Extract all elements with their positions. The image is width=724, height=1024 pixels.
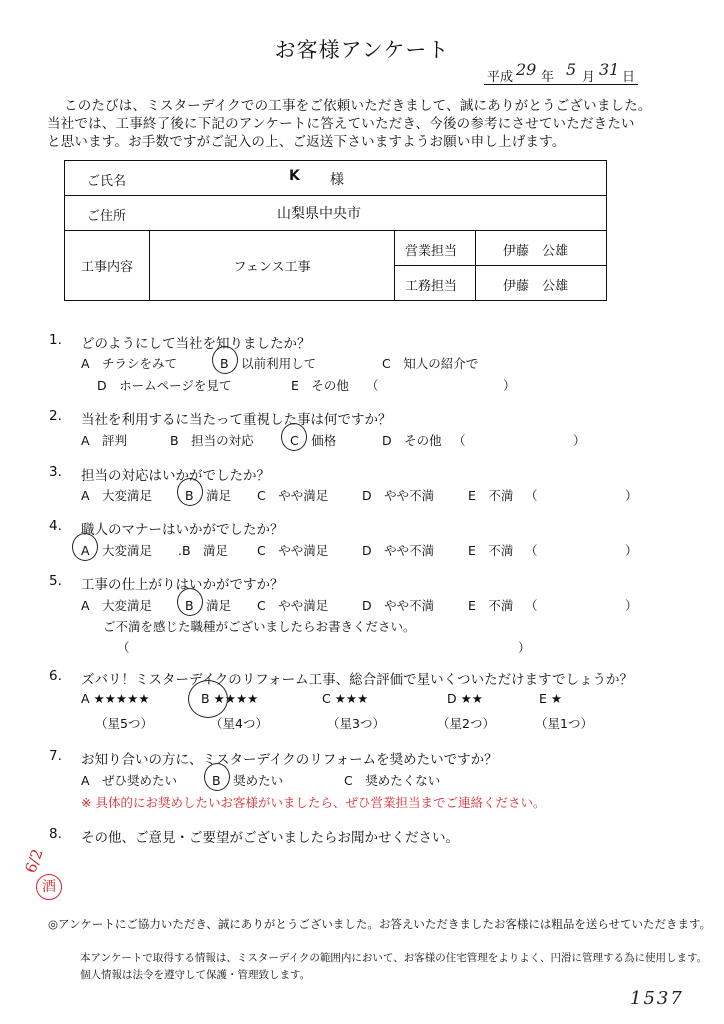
date-underline [484,84,638,85]
q6-number: 6. [49,668,62,684]
q5-other-open: （ [525,598,538,613]
q6-option-c-label: （星3つ） [327,716,385,731]
q7-number: 7. [49,748,62,764]
q3-option-e[interactable]: E 不満 [468,488,514,503]
q4-answer-circle [72,533,98,561]
q5-complaint-note: ご不満を感じた職種がございましたらお書きください。 [103,619,416,634]
work-value[interactable]: フェンス工事 [150,231,395,301]
intro-line-1: このたびは、ミスターデイクでの工事をご依頼いただきまして、誠にありがとうございました。 [64,98,652,114]
q3-answer-circle [177,478,203,506]
date-month-label: 月 [582,70,596,85]
address-value[interactable]: 山梨県中央市 [277,206,361,222]
address-row [65,196,607,231]
q1-option-b[interactable]: B 以前利用して [220,356,317,371]
q5-complaint-close: ） [518,640,531,655]
q6-option-d[interactable]: D ★★ [447,691,484,706]
q3-option-c[interactable]: C やや満足 [257,488,329,503]
q6-option-c[interactable]: C ★★★ [322,691,369,706]
q6-text: ズバリ！ミスターデイクのリフォーム工事、総合評価で星いくついただけますでしょうか？ [81,672,634,688]
q2-number: 2. [49,408,62,424]
name-row [65,161,607,196]
q5-option-d[interactable]: D やや不満 [362,598,435,613]
q2-option-c[interactable]: C 価格 [290,433,337,448]
q3-other-open: （ [525,488,538,503]
q7-option-b[interactable]: B 奨めたい [212,773,284,788]
q3-option-a[interactable]: A 大変満足 [81,488,153,503]
q5-complaint-open: （ [117,640,130,655]
date-day-value[interactable]: 31 [599,60,620,79]
q4-option-d[interactable]: D やや不満 [362,543,435,558]
q5-option-e[interactable]: E 不満 [468,598,514,613]
intro-line-3: と思います。お手数ですがご記入の上、ご返送下さいますようお願い申し上げます。 [47,134,566,150]
q7-option-a[interactable]: A ぜひ奨めたい [81,773,178,788]
handwritten-page-number: 1537 [630,988,684,1009]
customer-info-table [64,160,607,301]
footer-thanks: ◎アンケートにご協力いただき、誠にありがとうございました。お答えいただきましたお客様には粗品を送らせていただきます。 [48,917,712,931]
construction-divider [475,266,476,300]
address-label: ご住所 [87,209,127,224]
q4-text: 職人のマナーはいかがでしたか？ [81,522,284,538]
q4-option-c[interactable]: C やや満足 [257,543,329,558]
q6-option-a[interactable]: A ★★★★★ [81,691,150,706]
sales-divider [475,231,476,265]
sales-value[interactable]: 伊藤 公雄 [503,244,569,259]
q1-number: 1. [49,332,62,348]
date-era: 平成 [487,70,514,85]
q4-option-a[interactable]: A 大変満足 [81,543,153,558]
q5-number: 5. [49,573,62,589]
q4-number: 4. [49,518,62,534]
q2-text: 当社を利用するに当たって重視した事は何ですか？ [81,412,392,428]
date-year-value[interactable]: 29 [516,60,537,79]
q4-other-open: （ [525,543,538,558]
q1-option-c[interactable]: C 知人の紹介で [382,356,479,371]
q3-other-close: ） [625,488,638,503]
q2-option-d[interactable]: D その他 [382,433,442,448]
q2-other-close: ） [573,433,586,448]
q2-option-a[interactable]: A 評判 [81,433,128,448]
q6-option-e-label: （星1つ） [535,716,593,731]
q2-option-b[interactable]: B 担当の対応 [170,433,254,448]
q8-number: 8. [49,826,62,842]
q6-option-a-label: （星5つ） [95,716,153,731]
q4-option-b[interactable]: .B 満足 [178,543,229,558]
name-label: ご氏名 [87,174,127,189]
q7-text: お知り合いの方に、ミスターデイクのリフォームを奨めたいですか？ [81,752,498,768]
q7-contact-note: ※ 具体的にお奨めしたいお客様がいましたら、ぜひ営業担当までご連絡ください。 [81,795,546,810]
q6-answer-circle [188,680,228,718]
work-label: 工事内容 [65,231,150,301]
page-title: お客様アンケート [274,38,450,62]
q3-text: 担当の対応はいかがでしたか？ [81,468,270,484]
date-month-value[interactable]: 5 [566,60,577,79]
q1-option-d[interactable]: D ホームページを見て [97,378,232,393]
q6-option-d-label: （星2つ） [437,716,495,731]
date-year-label: 年 [541,70,555,85]
q7-answer-circle [204,763,230,791]
q1-option-a[interactable]: A チラシをみて [81,356,178,371]
q5-answer-circle [177,588,203,616]
q6-option-b[interactable]: B ★★★★ [201,691,259,706]
q5-text: 工事の仕上がりはいかがですか？ [81,577,284,593]
q1-other-open: （ [366,378,379,393]
q4-option-e[interactable]: E 不満 [468,543,514,558]
margin-stamp: 酒 [36,874,62,900]
date-day-label: 日 [622,70,636,85]
q5-option-b[interactable]: B 満足 [185,598,232,613]
q1-text: どのようにして当社を知りましたか？ [81,336,311,352]
q5-option-a[interactable]: A 大変満足 [81,598,153,613]
name-value[interactable]: K [289,168,300,184]
footer-privacy-1: 本アンケートで取得する情報は、ミスターデイクの範囲内において、お客様の住宅管理をよりよく、円滑に管理する為に使用します。 [80,952,708,964]
work-row [65,231,607,266]
q3-option-b[interactable]: B 満足 [185,488,232,503]
q3-number: 3. [49,464,62,480]
construction-value[interactable]: 伊藤 公雄 [503,279,569,294]
footer-privacy-2: 個人情報は法令を遵守して保護・管理致します。 [80,969,311,981]
q5-other-close: ） [625,598,638,613]
q8-text: その他、ご意見・ご要望がございましたらお聞かせください。 [81,830,459,846]
margin-date-mark: 6/2 [21,846,47,876]
q1-answer-circle [212,346,238,374]
q5-option-c[interactable]: C やや満足 [257,598,329,613]
q3-option-d[interactable]: D やや不満 [362,488,435,503]
q1-other-close: ） [503,378,516,393]
q1-option-e[interactable]: E その他 [291,378,349,393]
q6-option-b-label: （星4つ） [210,716,268,731]
sales-label: 営業担当 [405,244,458,259]
q7-option-c[interactable]: C 奨めたくない [344,773,441,788]
name-suffix: 様 [330,172,344,188]
q4-other-close: ） [625,543,638,558]
intro-line-2: 当社では、工事終了後に下記のアンケートに答えていただき、今後の参考にさせていただきたい [47,116,635,132]
q2-other-open: （ [453,433,466,448]
q6-option-e[interactable]: E ★ [539,691,563,706]
construction-label: 工務担当 [405,279,458,294]
q2-answer-circle [281,423,307,451]
